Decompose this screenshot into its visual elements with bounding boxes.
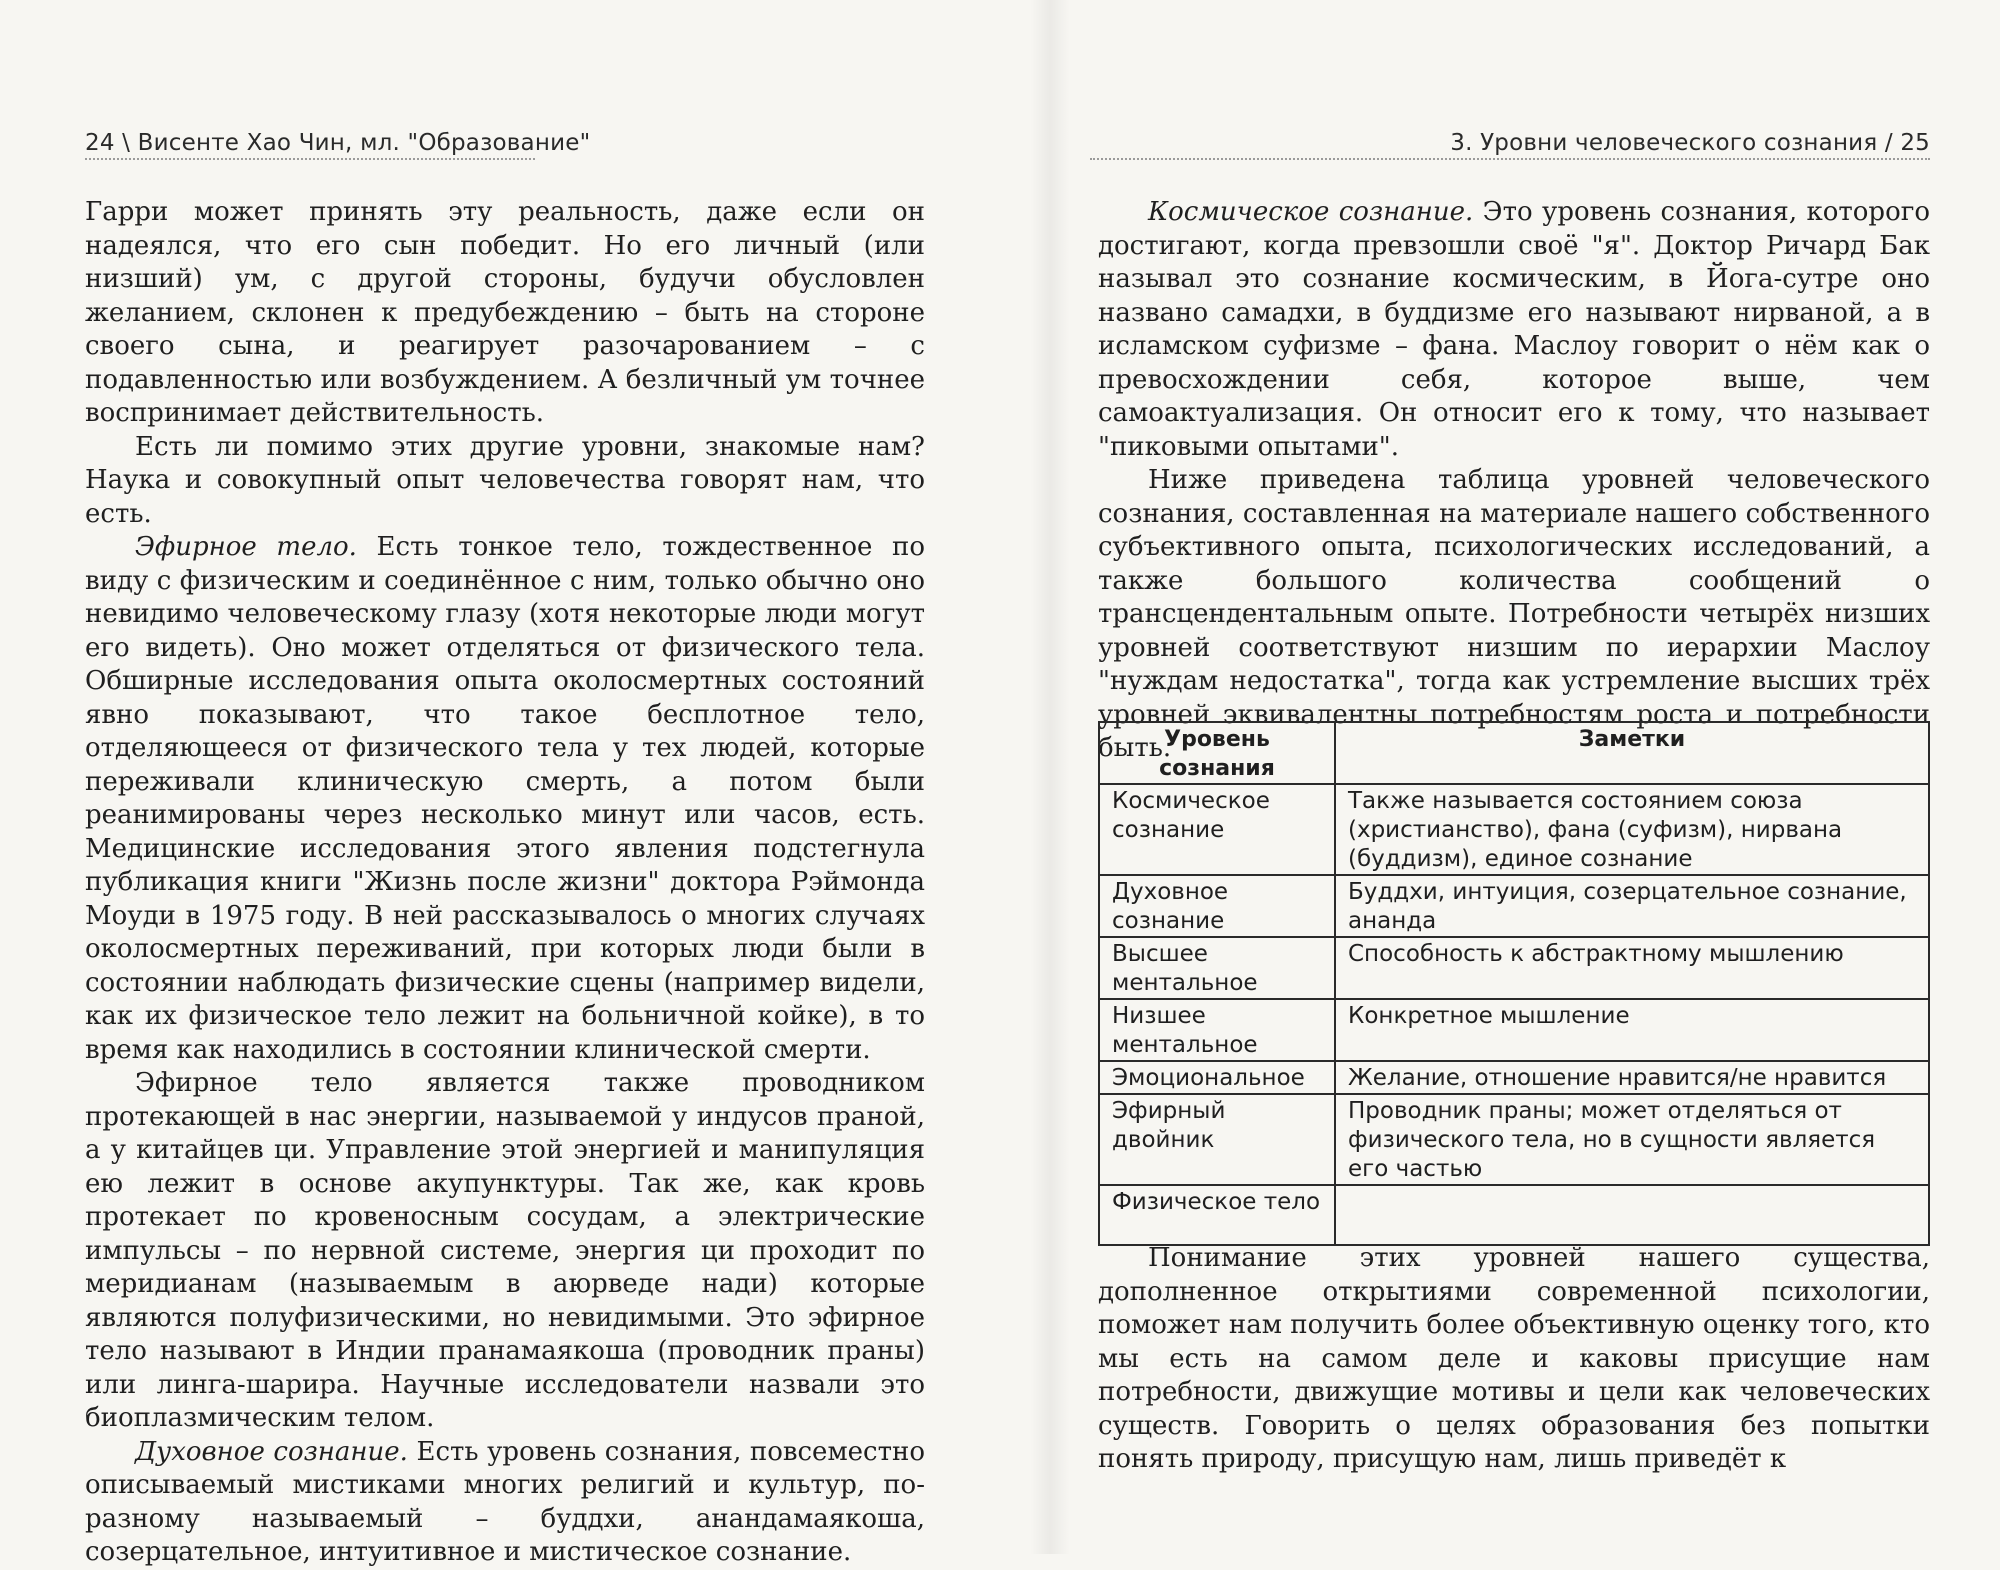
right-body-after-table bbox=[1098, 1242, 1930, 1477]
notes-cell: Конкретное мышление bbox=[1335, 999, 1929, 1061]
ether-body-text: Есть тонкое тело, тождественное по виду с физическим и соединённое с ним, только обычно оно невидимо человеческому глазу (хотя некоторые люди могут его видеть). Оно может отделяться от физического тела. Обширные исследования опыта околосмертных состояний явно показывают, что такое бесплотное тело, отделяющееся от физического тела у тех людей, которые переживали клиническую смерть, а потом были реанимированы через несколько минут или часов, есть. Медицинские исследования этого явления подстегнула публикация книги "Жизнь после жизни" доктора Рэймонда Моуди в 1975 году. В ней рассказывалось о многих случаях околосмертных переживаний, при которых люди были в состоянии наблюдать физические сцены (например видели, как их физическое тело лежит на больничной койке), в то время как находились в состоянии клинической смерти. bbox=[85, 532, 925, 1065]
right-page bbox=[1098, 0, 1930, 1554]
level-cell: Физическое тело bbox=[1099, 1185, 1335, 1245]
right-body-text bbox=[1098, 196, 1930, 766]
table-row bbox=[1099, 1094, 1929, 1185]
left-head-rule bbox=[85, 158, 535, 160]
notes-cell: Желание, отношение нравится/не нравится bbox=[1335, 1061, 1929, 1094]
table-row bbox=[1099, 784, 1929, 875]
table-row bbox=[1099, 1185, 1929, 1245]
left-running-head: 24 \ Висенте Хао Чин, мл. "Образование" bbox=[85, 130, 591, 156]
left-paragraph-2: Есть ли помимо этих другие уровни, знакомые нам? Наука и совокупный опыт человечества говорят нам, что есть. bbox=[85, 431, 925, 529]
spiritual-lead-in: Духовное сознание. bbox=[135, 1436, 408, 1467]
left-paragraph-4: Эфирное тело является также проводником протекающей в нас энергии, называемой у индусов праной, а у китайцев ци. Управление этой энергией и манипуляция ею лежит в основе акупунктуры. Так же, как кровь протекает по кровеносным сосудам, а электрические импульсы – по нервной системе, энергия ци проходит по меридианам (называемым в аюрведе нади) которые являются полуфизическими, но невидимыми. Это эфирное тело называют в Индии пранамаякоша (проводник праны) или линга-шарира. Научные исследователи назвали это биоплазмическим телом. bbox=[85, 1068, 925, 1433]
table-header-row bbox=[1099, 722, 1929, 784]
level-cell: Высшее ментальное bbox=[1099, 937, 1335, 999]
left-page bbox=[85, 0, 925, 1567]
spiritual-text: Есть уровень сознания, повсеместно описываемый мистиками многих религий и культур, по-разному называемый – буддхи, анандамаякоша, созерцательное, интуитивное и мистическое сознание. bbox=[85, 1436, 925, 1567]
notes-cell: Проводник праны; может отделяться от физического тела, но в сущности является его частью bbox=[1335, 1094, 1929, 1185]
table-row bbox=[1099, 875, 1929, 937]
right-running-head: 3. Уровни человеческого сознания / 25 bbox=[1450, 130, 1930, 156]
left-paragraph-5 bbox=[85, 1436, 925, 1570]
header-notes: Заметки bbox=[1335, 722, 1929, 784]
table-row bbox=[1099, 999, 1929, 1061]
ether-body-lead-in: Эфирное тело. bbox=[135, 532, 357, 562]
table-row bbox=[1099, 1061, 1929, 1094]
level-cell: Духовное сознание bbox=[1099, 875, 1335, 937]
cosmic-text: Это уровень сознания, которого достигают, когда превзошли своё "я". Доктор Ричард Бак называл это сознание космическим, в Йога-сутре оно названо самадхи, в буддизме его называют нирваной, а в исламском суфизме – фана. Маслоу говорит о нём как о превосхождении себя, которое выше, чем самоактуализация. Он относит его к тому, что называет "пиковыми опытами". bbox=[1098, 197, 1930, 462]
consciousness-levels-table bbox=[1098, 721, 1930, 1246]
level-cell: Низшее ментальное bbox=[1099, 999, 1335, 1061]
level-cell: Эфирный двойник bbox=[1099, 1094, 1335, 1185]
left-paragraph-3 bbox=[85, 531, 925, 1067]
left-paragraph-1: Гарри может принять эту реальность, даже если он надеялся, что его сын победит. Но его личный (или низший) ум, с другой стороны, будучи обусловлен желанием, склонен к предубеждению – быть на стороне своего сына, и реагирует разочарованием – с подавленностью или возбуждением. А безличный ум точнее воспринимает действительность. bbox=[85, 197, 925, 428]
table-row bbox=[1099, 937, 1929, 999]
right-paragraph-3: Понимание этих уровней нашего существа, дополненное открытиями современной психологии, поможет нам получить более объективную оценку того, кто мы есть на самом деле и каковы присущие нам потребности, движущие мотивы и цели как человеческих существ. Говорить о целях образования без попытки понять природу, присущую нам, лишь приведёт к bbox=[1098, 1243, 1930, 1474]
right-paragraph-2: Ниже приведена таблица уровней человеческого сознания, составленная на материале нашего собственного субъективного опыта, психологических исследований, а также большого количества сообщений о трансцендентальным опыте. Потребности четырёх низших уровней соответствуют низшим по иерархии Маслоу "нуждам недостатка", тогда как устремление высших трёх уровней эквивалентны потребностям роста и потребности быть. bbox=[1098, 465, 1930, 763]
notes-cell: Способность к абстрактному мышлению bbox=[1335, 937, 1929, 999]
cosmic-lead-in: Космическое сознание. bbox=[1148, 197, 1474, 227]
header-level: Уровень сознания bbox=[1099, 722, 1335, 784]
level-cell: Эмоциональное bbox=[1099, 1061, 1335, 1094]
left-body-text bbox=[85, 196, 925, 1570]
notes-cell: Буддхи, интуиция, созерцательное сознание, ананда bbox=[1335, 875, 1929, 937]
right-head-rule bbox=[1090, 158, 1930, 160]
notes-cell bbox=[1335, 1185, 1929, 1245]
book-gutter-shadow bbox=[1030, 0, 1070, 1554]
level-cell: Космическое сознание bbox=[1099, 784, 1335, 875]
right-paragraph-1 bbox=[1098, 196, 1930, 464]
notes-cell: Также называется состоянием союза (христианство), фана (суфизм), нирвана (буддизм), единое сознание bbox=[1335, 784, 1929, 875]
